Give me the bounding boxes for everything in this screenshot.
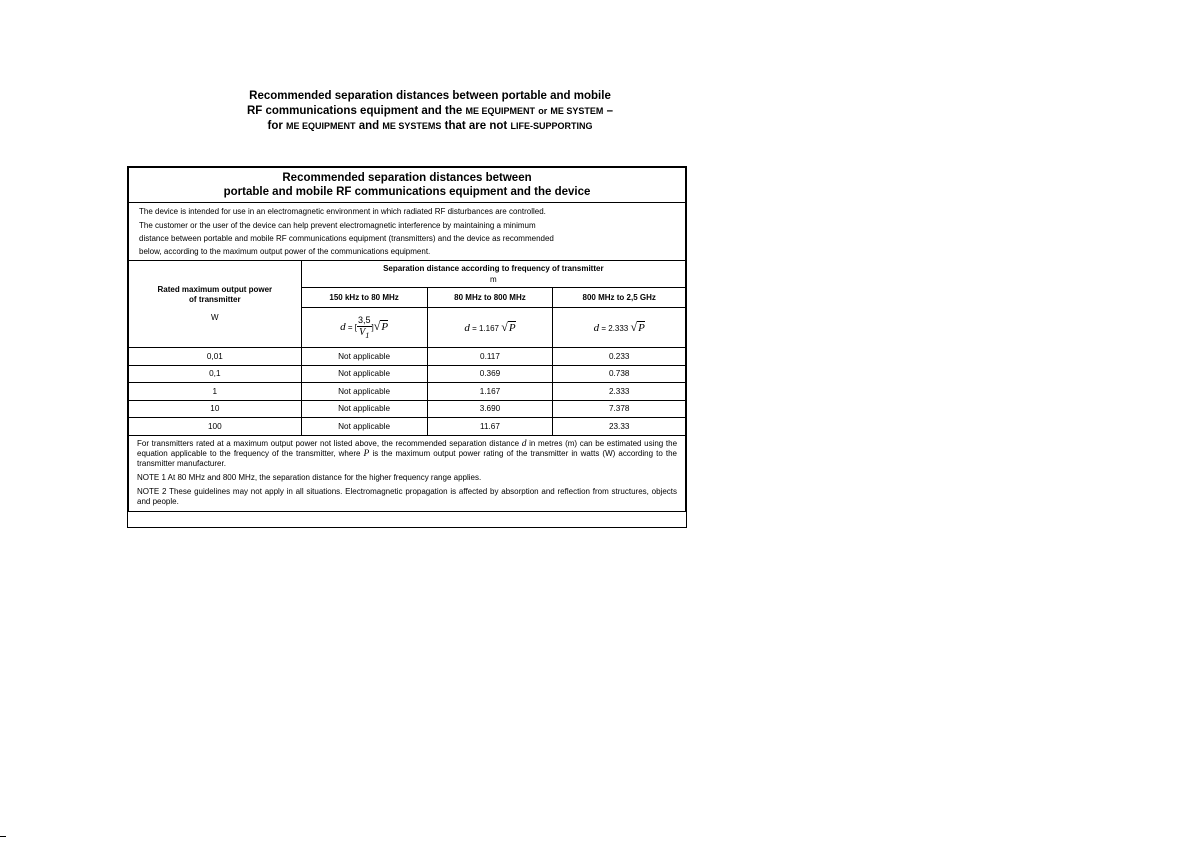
table-row (129, 383, 686, 401)
title-line-3: for ME EQUIPMENT and ME SYSTEMS that are not LIFE-SUPPORTING (267, 120, 593, 132)
distance-cell: 0.738 (553, 365, 686, 383)
formula-band-3: d = 2.333 √P (553, 308, 686, 348)
rated-power-header: Rated maximum output power of transmitter W (129, 261, 302, 348)
table-footer (129, 435, 686, 511)
distance-cell: 23.33 (553, 418, 686, 436)
distance-cell: 0.117 (427, 348, 553, 366)
power-cell: 10 (129, 400, 302, 418)
distance-cell: Not applicable (301, 383, 427, 401)
page-edge-mark (0, 836, 6, 837)
document-title (150, 89, 710, 134)
sqrt-icon: √ (501, 320, 508, 334)
footer-paragraph: For transmitters rated at a maximum output power not listed above, the recommended separation distance d in metres (m) can be estimated using the equation applicable to the frequency of the transmitter, where P is the maximum output power rating of the transmitter in watts (W) according to the transmitter manufacturer. (137, 438, 678, 468)
distance-cell: Not applicable (301, 400, 427, 418)
power-cell: 0,1 (129, 365, 302, 383)
distance-cell: Not applicable (301, 418, 427, 436)
note-2: NOTE 2 These guidelines may not apply in all situations. Electromagnetic propagation is affected by absorption and reflection from structures, objects and people. (137, 486, 677, 506)
sqrt-icon: √ (630, 320, 638, 334)
distance-cell: 11.67 (427, 418, 553, 436)
sqrt-icon: √ (373, 318, 381, 333)
table-caption: Recommended separation distances between portable and mobile RF communications equipment and the device (129, 168, 686, 203)
table-intro: The device is intended for use in an electromagnetic environment in which radiated RF disturbances are controlled. The customer or the user of the device can help prevent electromagnetic interference by maintaining a minimum distance between portable and mobile RF communications equipment (transmitters) and the device as recommended below, according to the maximum output power of the communications equipment. (129, 203, 686, 261)
separation-distance-header: Separation distance according to frequency of transmitter m (301, 261, 685, 288)
distance-cell: 0.369 (427, 365, 553, 383)
title-line-1: Recommended separation distances between portable and mobile (249, 90, 611, 102)
power-cell: 100 (129, 418, 302, 436)
separation-distance-table (127, 166, 687, 528)
table-row (129, 418, 686, 436)
rated-power-unit: W (211, 313, 219, 322)
band-header-3: 800 MHz to 2,5 GHz (553, 288, 686, 308)
distance-cell: 0.233 (553, 348, 686, 366)
formula-band-2: d = 1.167 √P (427, 308, 553, 348)
separation-unit: m (489, 275, 497, 284)
distance-cell: 7.378 (553, 400, 686, 418)
distance-cell: Not applicable (301, 365, 427, 383)
distance-cell: 3.690 (427, 400, 553, 418)
distance-cell: 2.333 (553, 383, 686, 401)
band-header-1: 150 kHz to 80 MHz (301, 288, 427, 308)
band-header-2: 80 MHz to 800 MHz (427, 288, 553, 308)
table-row (129, 365, 686, 383)
formula-fraction: $\frac{3,5}{V_1}$ (357, 314, 371, 340)
table-row (129, 348, 686, 366)
title-line-2: RF communications equipment and the ME EQUIPMENT or ME SYSTEM – (246, 105, 614, 117)
formula-band-1: d = [ $\frac{3,5}{V_1}$ ]√P (301, 308, 427, 348)
distance-cell: 1.167 (427, 383, 553, 401)
power-cell: 0,01 (129, 348, 302, 366)
note-1: NOTE 1 At 80 MHz and 800 MHz, the separation distance for the higher frequency range applies. (137, 472, 482, 482)
power-cell: 1 (129, 383, 302, 401)
distance-cell: Not applicable (301, 348, 427, 366)
table-row (129, 400, 686, 418)
